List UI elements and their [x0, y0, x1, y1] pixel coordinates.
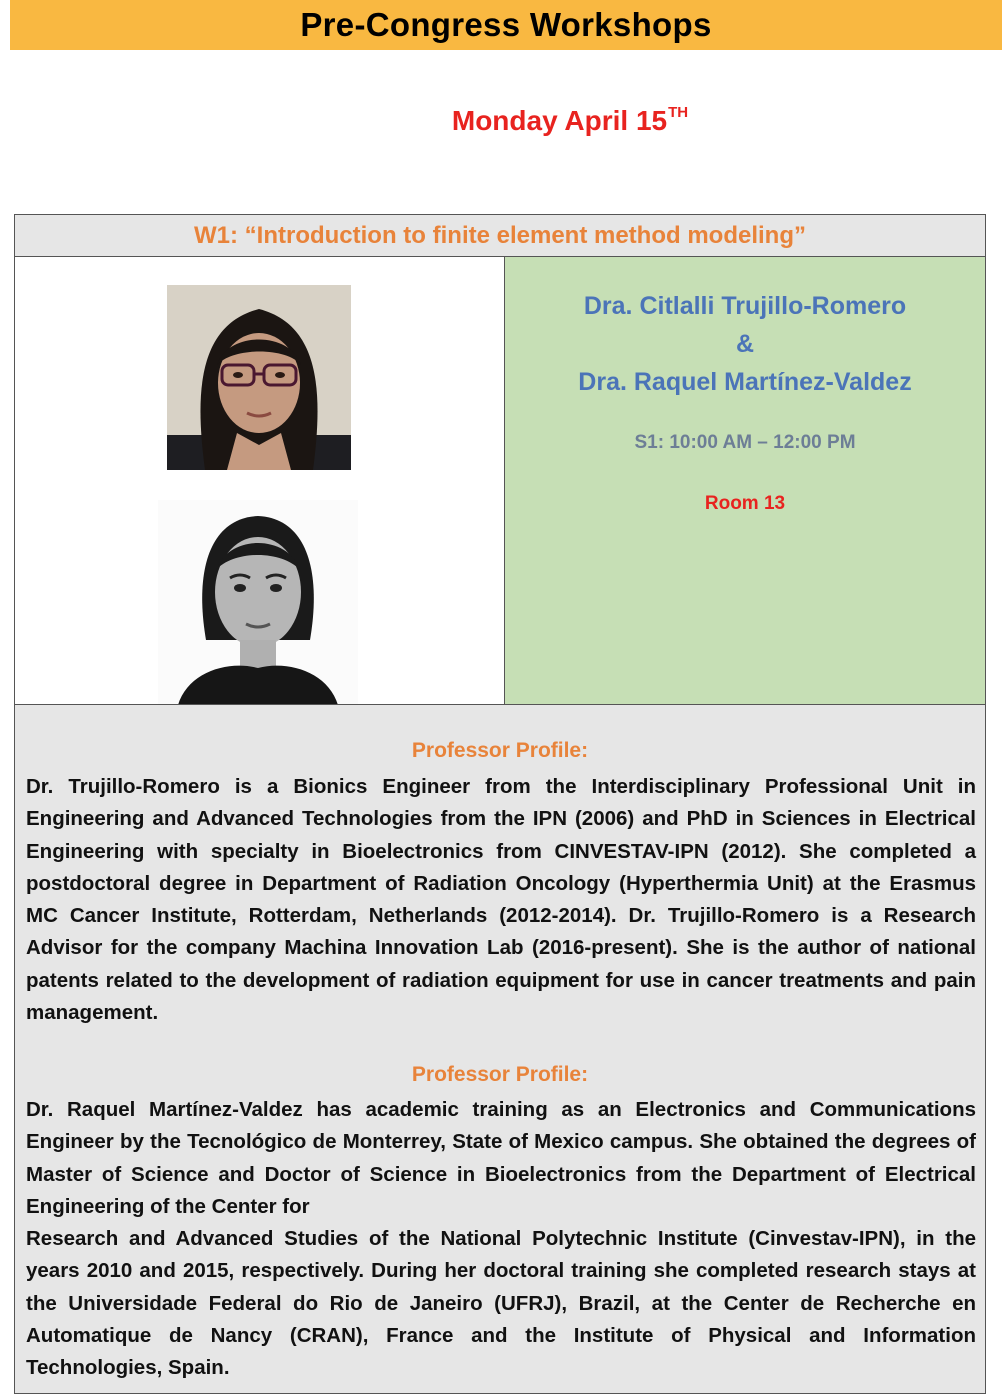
session-time: S1: 10:00 AM – 12:00 PM: [634, 432, 856, 453]
speaker-names: [505, 287, 985, 401]
profile-1-text: Dr. Trujillo-Romero is a Bionics Engineer from the Interdisciplinary Professional Unit in Engineering and Advanced Technologies from the IPN (2006) and PhD in Sciences in Electrical Engineering with specialty in Bioelectronics from CINVESTAV-IPN (2012). She completed a postdoctoral degree in Department of Radiation Oncology (Hyperthermia Unit) at the Erasmus MC Cancer Institute, Rotterdam, Netherlands (2012-2014). Dr. Trujillo-Romero is a Research Advisor for the company Machina Innovation Lab (2016-present). She is the author of national patents related to the development of radiation equipment for use in cancer treatments and pain management.: [26, 775, 976, 1025]
date-suffix: TH: [668, 104, 689, 121]
event-date: [0, 104, 1002, 137]
date-text: Monday April 15: [451, 105, 668, 136]
speaker-2-name: Dra. Raquel Martínez-Valdez: [578, 368, 912, 396]
speaker-1-name: Dra. Citlalli Trujillo-Romero: [583, 292, 907, 320]
profiles-section: [15, 705, 985, 1393]
workshop-card: [14, 214, 986, 1394]
speaker-photos: [15, 257, 504, 704]
room-label: Room 13: [704, 493, 786, 514]
speaker-separator: &: [735, 330, 755, 358]
speaker-photo-2: [158, 500, 358, 705]
workshop-info-panel: [505, 257, 985, 704]
workshop-title-bar: [15, 215, 985, 257]
profile-2-text-part2: Research and Advanced Studies of the National Polytechnic Institute (Cinvestav-IPN), in the years 2010 and 2015, respectively. During her doctoral training she completed research stays at the Universidade Federal do Rio de Janeiro (UFRJ), Brazil, at the Center de Recherche en Automatique de Nancy (CRAN), France and the Institute of Physical and Information Technologies, Spain.: [26, 1227, 976, 1380]
profile-2-heading: Professor Profile:: [411, 1063, 589, 1086]
speaker-photo-1: [167, 285, 351, 470]
header-banner: [10, 0, 1002, 50]
workshop-title: W1: “Introduction to finite element method modeling”: [194, 221, 806, 249]
profile-1-heading: Professor Profile:: [411, 739, 589, 762]
page-title: Pre-Congress Workshops: [300, 6, 712, 43]
profile-2-text-part1: Dr. Raquel Martínez-Valdez has academic training as an Electronics and Communications Engineer by the Tecnológico de Monterrey, State of Mexico campus. She obtained the degrees of Master of Science and Doctor of Science in Bioelectronics from the Department of Electrical Engineering of the Center for: [26, 1098, 976, 1218]
